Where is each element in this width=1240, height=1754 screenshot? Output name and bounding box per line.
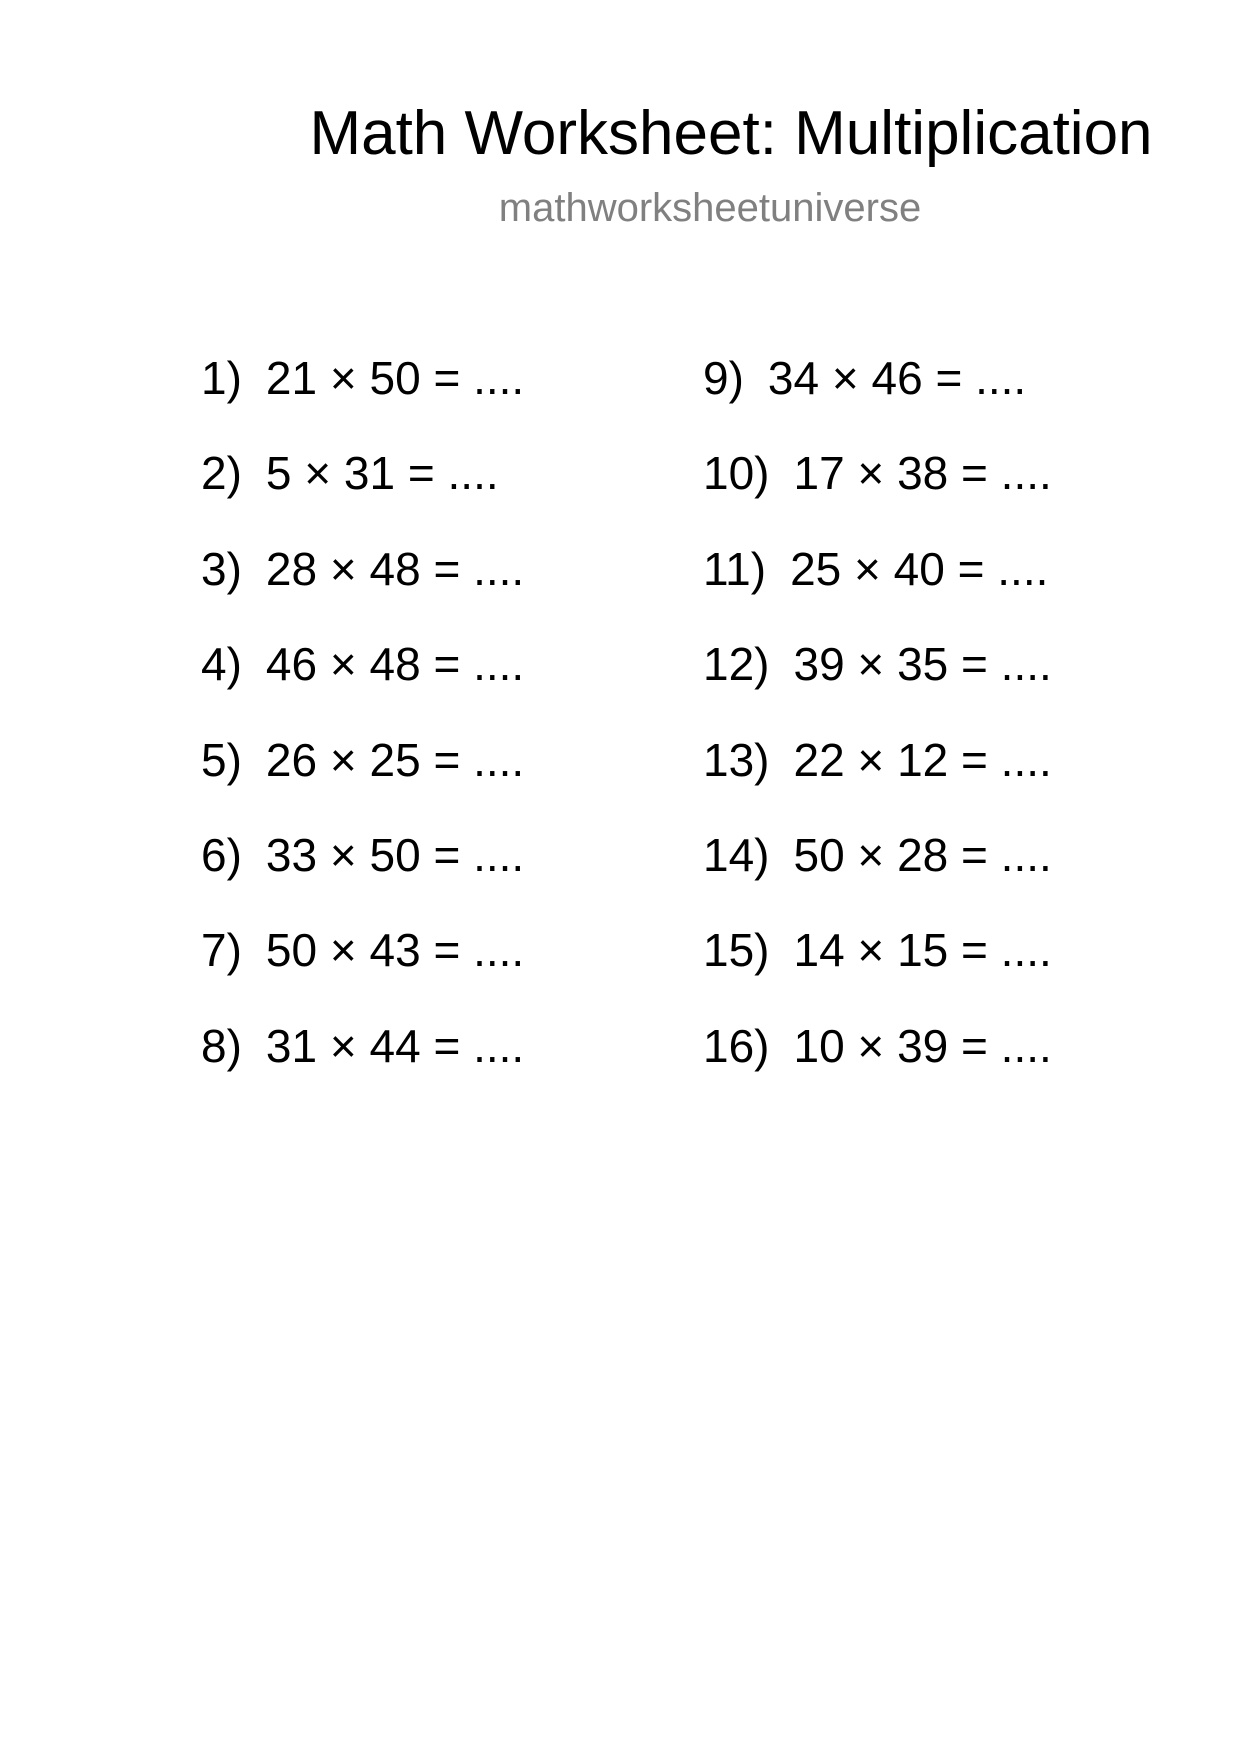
problem-expression: 46 × 48 = .... [265,638,525,691]
problem-expression: 26 × 25 = .... [265,733,525,786]
problem-number: 10) [703,447,770,500]
problem-number: 2) [201,447,242,500]
problem-item [703,541,1052,636]
problem-item [703,732,1052,827]
problem-expression: 5 × 31 = .... [265,447,499,500]
problem-item [703,827,1052,922]
problem-number: 8) [201,1019,242,1072]
problem-expression: 14 × 15 = .... [793,924,1052,977]
problem-item [201,827,524,922]
problem-number: 13) [703,733,770,786]
problem-item [201,541,524,636]
problem-item [703,445,1052,540]
problem-expression: 10 × 39 = .... [793,1019,1052,1072]
problem-item [201,636,524,731]
problem-expression: 22 × 12 = .... [793,733,1052,786]
problem-item [201,1018,524,1113]
worksheet-title: Math Worksheet: Multiplication [309,99,1153,168]
problem-column-right [703,350,1052,1113]
problem-item [703,350,1052,445]
problem-item [703,636,1052,731]
problem-expression: 17 × 38 = .... [793,447,1052,500]
problem-expression: 50 × 28 = .... [793,828,1052,881]
problem-item [703,1018,1052,1113]
problem-expression: 31 × 44 = .... [265,1019,525,1072]
problem-number: 4) [201,638,242,691]
worksheet-source: mathworksheetuniverse [498,186,922,230]
problem-expression: 33 × 50 = .... [265,828,525,881]
problem-expression: 39 × 35 = .... [793,638,1052,691]
problem-item [201,445,524,540]
problem-item [201,350,524,445]
problem-expression: 34 × 46 = .... [767,352,1027,404]
problem-item [201,732,524,827]
problem-number: 16) [703,1019,770,1072]
problem-item [201,922,524,1017]
problem-number: 12) [703,638,770,691]
problem-expression: 50 × 43 = .... [265,924,525,977]
problem-number: 5) [201,733,242,786]
problem-item [703,922,1052,1017]
problem-number: 3) [201,542,242,595]
problem-number: 14) [703,828,770,881]
problem-column-left [201,350,524,1113]
problem-number: 9) [703,352,744,404]
problem-number: 7) [201,924,242,977]
problem-number: 6) [201,828,242,881]
problem-number: 15) [703,924,770,977]
problem-expression: 28 × 48 = .... [265,542,525,595]
problem-expression: 25 × 40 = .... [790,542,1049,595]
problem-expression: 21 × 50 = .... [265,352,525,404]
problem-number: 1) [201,352,242,404]
problem-number: 11) [703,542,767,595]
